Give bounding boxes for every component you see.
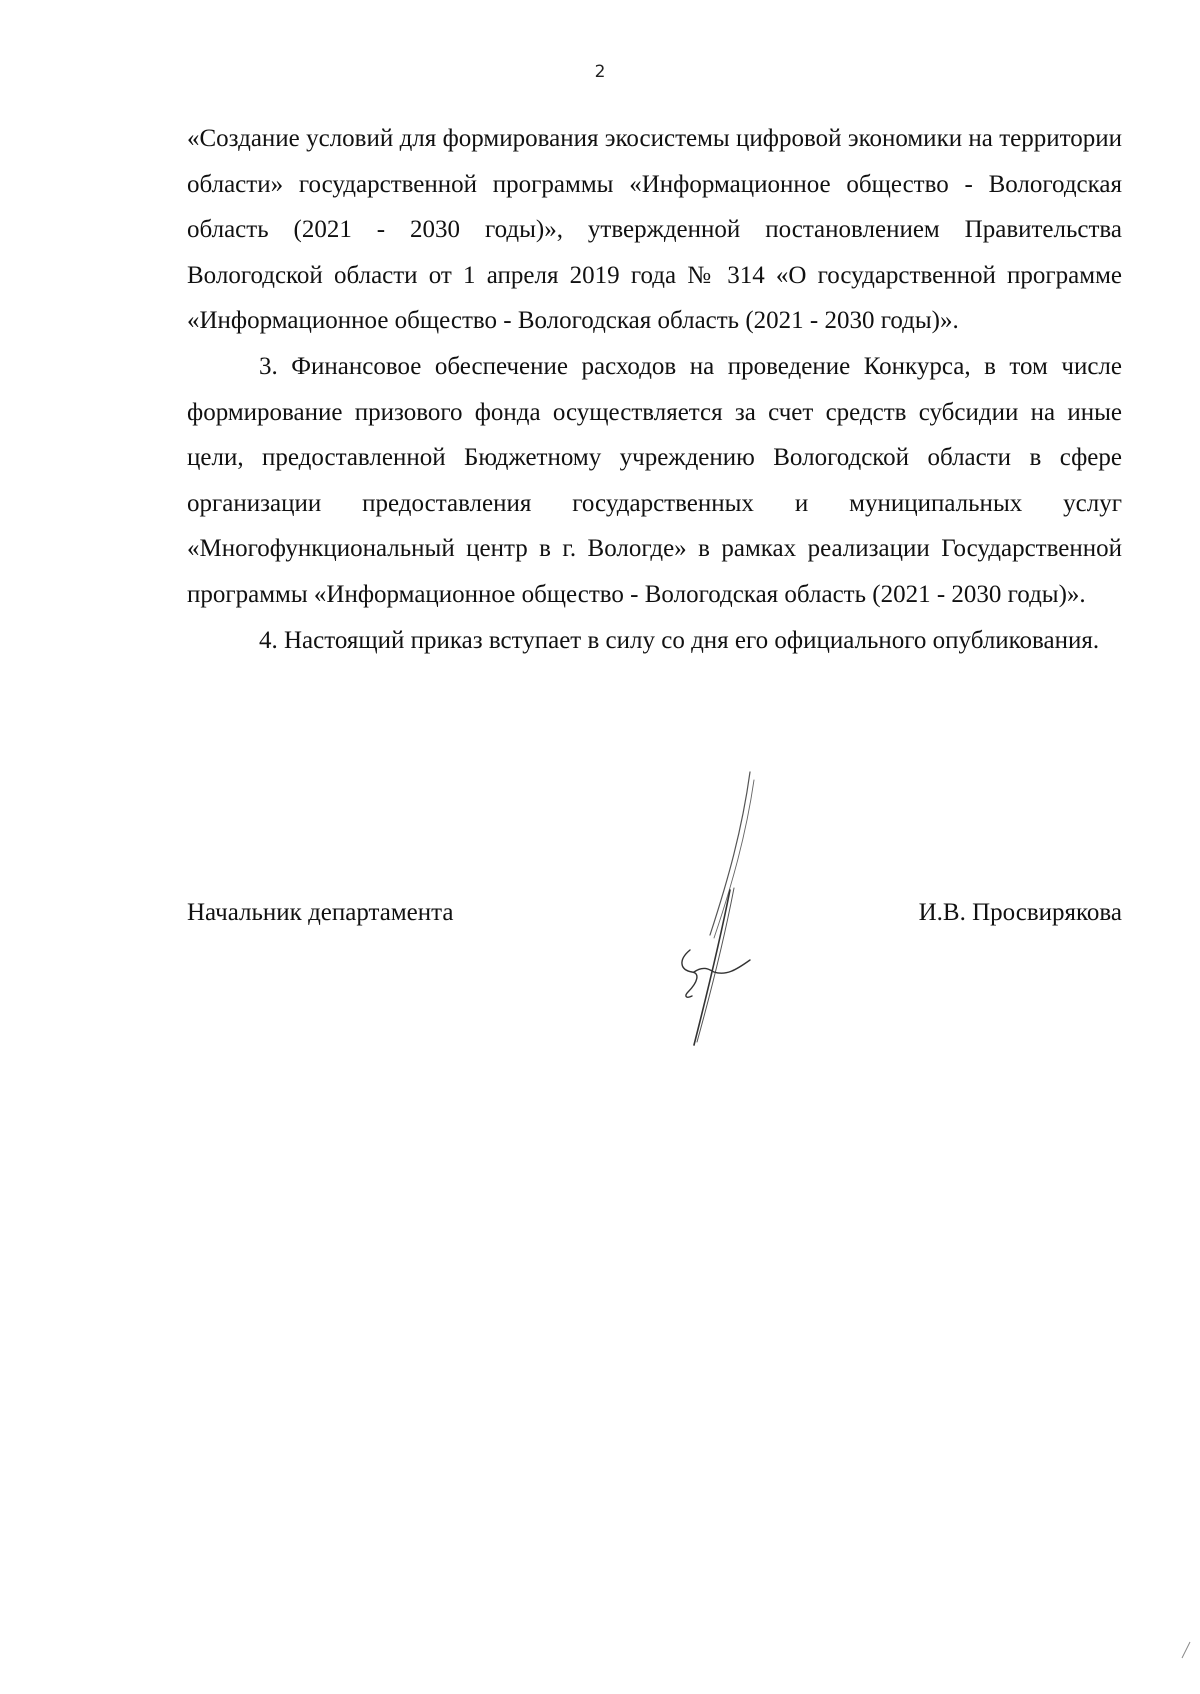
page-number: 2: [594, 62, 606, 82]
document-body: [187, 116, 1122, 663]
paragraph-3-financing: 3. Финансовое обеспечение расходов на проведение Конкурса, в том числе формирование призового фонда осуществляется за счет средств субсидии на иные цели, предоставленной Бюджетному учреждению Вологодской области в сфере организации предоставления государственных и муниципальных услуг «Многофункциональный центр в г. Вологде» в рамках реализации Государственной программы «Информационное общество - Вологодская область (2021 - 2030 годы)».: [187, 352, 1122, 608]
signer-position: Начальник департамента: [187, 899, 454, 926]
signer-name: И.В. Просвирякова: [918, 899, 1122, 926]
handwritten-signature: [670, 760, 780, 1050]
scan-edge-mark: [1180, 1640, 1192, 1660]
paragraph-continuation: «Создание условий для формирования экосистемы цифровой экономики на территории области» государственной программы «Информационное общество - Вологодская область (2021 - 2030 годы)», утвержденной постановлением Правительства Вологодской области от 1 апреля 2019 года № 314 «О государственной программе «Информационное общество - Вологодская область (2021 - 2030 годы)».: [187, 125, 1122, 335]
paragraph-4-effective-date: 4. Настоящий приказ вступает в силу со дня его официального опубликования.: [259, 626, 1100, 654]
